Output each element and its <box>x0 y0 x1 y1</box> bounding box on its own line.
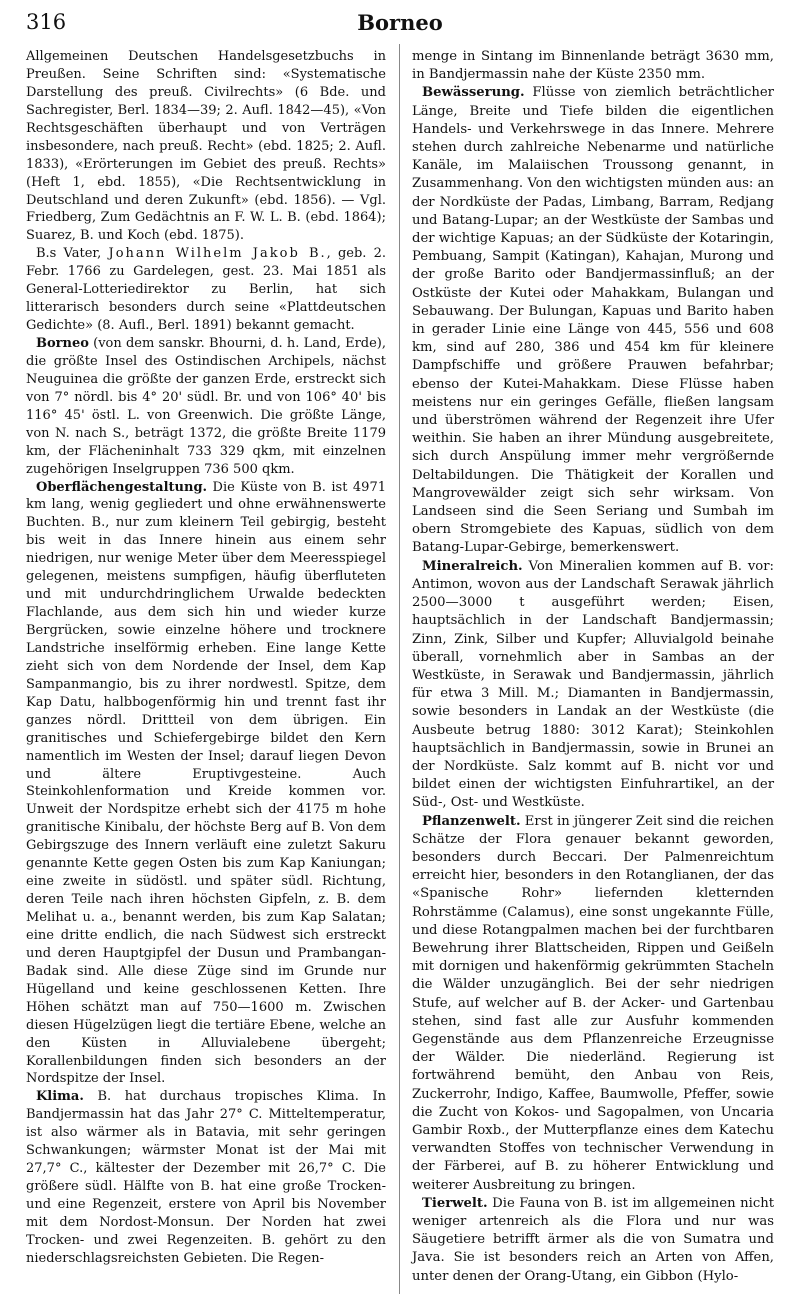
column-divider <box>399 44 400 1294</box>
section-klima <box>26 1088 386 1267</box>
section-tierwelt <box>412 1195 774 1286</box>
section-text: B. hat durchaus tropisches Klima. In Bandjermassin hat das Jahr 27° C. Mitteltemperatur, ist also wärmer als in Batavia, mit sehr geringen Schwankungen; wärmster Monat ist der Mai mit 27,7° C., kältester der Dezember mit 26,7° C. Die größere südl. Hälfte von B. hat eine große Trocken- und eine Regenzeit, erstere von April bis November mit dem Nordost-Monsun. Der Norden hat zwei Trocken- und zwei Regenzeiten. B. gehört zu den niederschlagsreichsten Gebieten. Die Regen- <box>26 1089 386 1266</box>
section-text: Von Mineralien kommen auf B. vor: Antimon, wovon aus der Landschaft Serawak jährlich 2500—3000 t ausgeführt werden; Eisen, hauptsächlich in der Landschaft Bandjermassin; Zinn, Zink, Silber und Kupfer; Alluvialgold beinahe überall, vornehmlich aber in Sambas an der Westküste, in Serawak und Bandjermassin, jährlich für etwa 3 Mill. M.; Diamanten in Bandjermassin, sowie besonders in Landak an der Westküste (die Ausbeute betrug 1880: 3012 Karat); Steinkohlen hauptsächlich in Bandjermassin, sowie in Brunei an der Nordküste. Salz kommt auf B. nicht vor und bildet einen der wichtigsten Einfuhrartikel, an der Süd-, Ost- und Westküste. <box>412 558 774 811</box>
entry-borneo <box>26 335 386 479</box>
paragraph-text: , geb. 2. Febr. 1766 zu Gardelegen, gest. 23. Mai 1851 als General-Lotteriedirektor zu Berlin, hat sich litterarisch besonders durch seine «Plattdeutschen Gedichte» (8. Aufl., Berl. 1891) bekannt gemacht. <box>26 246 386 334</box>
paragraph-lead: B.s Vater, <box>36 246 102 262</box>
section-text: Erst in jüngerer Zeit sind die reichen Schätze der Flora genauer bekannt geworden, besonders durch Beccari. Der Palmenreichtum erreicht hier, besonders in den Rotanglianen, der das «Spanische Rohr» liefernden kletternden Rohrstämme (Calamus), eine sonst ungekannte Fülle, und diese Rotangpalmen machen bei der furchtbaren Bewehrung ihrer Blattscheiden, Rippen und Geißeln mit dornigen und hakenförmig gekrümmten Stacheln die Wälder unzugänglich. Bei der sehr niedrigen Stufe, auf welcher auf B. der Acker- und Gartenbau stehen, sind fast alle zur Ausfuhr kommenden Gegenstände aus dem Pflanzenreiche Erzeugnisse der Wälder. Die niederländ. Regierung ist fortwährend bemüht, den Anbau von Reis, Zuckerrohr, Indigo, Kaffee, Baumwolle, Pfeffer, sowie die Zucht von Kokos- und Sagopalmen, von Uncaria Gambir Roxb., der Mutterpflanze eines dem Katechu verwandten Stoffes von technischer Verwendung in der Färberei, auf B. zu höherer Entwicklung und weiterer Ausbreitung zu bringen. <box>412 813 774 1193</box>
section-pflanzenwelt <box>412 813 774 1195</box>
section-heading: Klima. <box>36 1089 84 1105</box>
paragraph-bornemann-father <box>26 245 386 335</box>
paragraph-bornemann-writings: Allgemeinen Deutschen Handelsgesetzbuchs in Preußen. Seine Schriften sind: «Systematische Darstellung des preuß. Civilrechts» (6 Bde. und Sachregister, Berl. 1834—39; 2. Aufl. 1842—45), «Von Rechtsgeschäften überhaupt und von Verträgen insbesondere, nach preuß. Recht» (ebd. 1825; 2. Aufl. 1833), «Erörterungen im Gebiet des preuß. Rechts» (Heft 1, ebd. 1855), «Die Rechtsentwicklung in Deutschland und deren Zukunft» (ebd. 1856). — Vgl. Friedberg, Zum Gedächtnis an F. W. L. B. (ebd. 1864); Suarez, B. und Koch (ebd. 1875). <box>26 49 386 244</box>
section-text: Die Küste von B. ist 4971 km lang, wenig gegliedert und ohne erwähnenswerte Buchten. B., nur zum kleinern Teil gebirgig, besteht bis weit in das Innere hinein aus einem sehr niedrigen, nur wenige Meter über dem Meeresspiegel gelegenen, meistens sumpfigen, häufig überfluteten und mit undurchdringlichem Urwalde bedeckten Flachlande, aus dem sich hin und wieder kurze Bergrücken, sowie einzelne höhere und trocknere Landstriche inselförmig erheben. Eine lange Kette zieht sich von dem Nordende der Insel, dem Kap Sampanmangio, bis zu ihrer nordwestl. Spitze, dem Kap Datu, halbbogenförmig hin und trennt fast ihr ganzes nördl. Drittteil von dem übrigen. Ein granitisches und Schiefergebirge bildet den Kern namentlich im Westen der Insel; darauf liegen Devon und ältere Eruptivgesteine. Auch Steinkohlenformation und Kreide kommen vor. Unweit der Nordspitze erhebt sich der 4175 m hohe granitische Kinibalu, der höchste Berg auf B. Von dem Gebirgszuge des Innern verläuft eine zuletzt Sakuru genannte Kette gegen Osten bis zum Kap Kaniungan; eine zweite in südöstl. und später südl. Richtung, deren Teile nach ihren höchsten Gipfeln, z. B. dem Melihat u. a., benannt werden, bis zum Kap Salatan; eine dritte endlich, die nach Südwest sich erstreckt und deren Hauptgipfel der Dusun und Prambangan-Badak sind. Alle diese Züge sind im Grunde nur Hügelland und keine geschlossenen Ketten. Ihre Höhen schätzt man auf 750—1600 m. Zwischen diesen Hügelzügen liegt die tertiäre Ebene, welche an den Küsten in Alluvialebene übergeht; Korallenbildungen finden sich besonders an der Nordspitze der Insel. <box>26 479 386 1087</box>
headword-borneo: Borneo <box>36 336 89 351</box>
section-heading: Pflanzenwelt. <box>422 813 521 829</box>
section-text: Flüsse von ziemlich beträchtlicher Länge, Breite und Tiefe bilden die eigentlichen Handels- und Verkehrswege in das Innere. Mehrere stehen durch zahlreiche Nebenarme und natürliche Kanäle, im Malaiischen Troussong genannt, in Zusammenhang. Von den wichtigsten münden aus: an der Nordküste der Padas, Limbang, Barram, Redjang und Batang-Lupar; an der Westküste der Sambas und der wichtige Kapuas; an der Südküste der Kotaringin, Pembuang, Sampit (Katingan), Kahajan, Murong und der große Barito oder Bandjermassinfluß; an der Ostküste der Kutei oder Mahakkam, Bulangan und Sebauwang. Der Bulungan, Kapuas und Barito haben in gerader Linie eine Länge von 445, 556 und 608 km, sind auf 280, 386 und 454 km für kleinere Dampfschiffe und größere Prauwen befahrbar; ebenso der Kutei-Mahakkam. Diese Flüsse haben meistens nur ein geringes Gefälle, fließen langsam und überströmen während der Regenzeit ihre Ufer weithin. Sie haben an ihrer Mündung ausgebreitete, sich durch Anspülung immer mehr vergrößernde Deltabildungen. Die Thätigkeit der Korallen und Mangrovewälder zeigt sich sehr wirksam. Von Landseen sind die Seen Seriang und Sumbah im obern Stromgebiete des Kapuas, südlich von dem Batang-Lupar-Gebirge, bemerkenswert. <box>412 85 774 556</box>
paragraph-rainfall-continued: menge in Sintang im Binnenlande beträgt 3630 mm, in Bandjermassin nahe der Küste 2350 mm. <box>412 49 774 83</box>
section-oberflaechengestaltung <box>26 479 386 1089</box>
section-heading: Mineralreich. <box>422 558 523 574</box>
section-bewaesserung <box>412 84 774 557</box>
section-text: Die Fauna von B. ist im allgemeinen nicht weniger artenreich als die Flora und nur was Säugetiere betrifft ärmer als die von Sumatra und Java. Sie ist besonders reich an Arten von Affen, unter denen der Orang-Utang, ein Gibbon (Hylo- <box>412 1195 774 1284</box>
page-number: 316 <box>26 10 67 34</box>
entry-borneo-text: (von dem sanskr. Bhourni, d. h. Land, Erde), die größte Insel des Ostindischen Archipels, nächst Neuguinea die größte der ganzen Erde, erstreckt sich von 7° nördl. bis 4° 20' südl. Br. und von 106° 40' bis 116° 45' östl. L. von Greenwich. Die größte Länge, von N. nach S., beträgt 1372, die größte Breite 1179 km, der Flächeninhalt 733 329 qkm, mit einzelnen zugehörigen Inselgruppen 736 500 qkm. <box>26 336 386 477</box>
left-column <box>26 48 386 1268</box>
person-name: Johann Wilhelm Jakob B. <box>108 246 327 262</box>
section-heading: Oberflächengestaltung. <box>36 479 208 495</box>
page-header <box>26 8 774 38</box>
running-head: Borneo <box>357 10 443 35</box>
right-column <box>412 48 774 1286</box>
section-heading: Tierwelt. <box>422 1195 488 1211</box>
section-heading: Bewässerung. <box>422 85 525 101</box>
section-mineralreich <box>412 558 774 813</box>
